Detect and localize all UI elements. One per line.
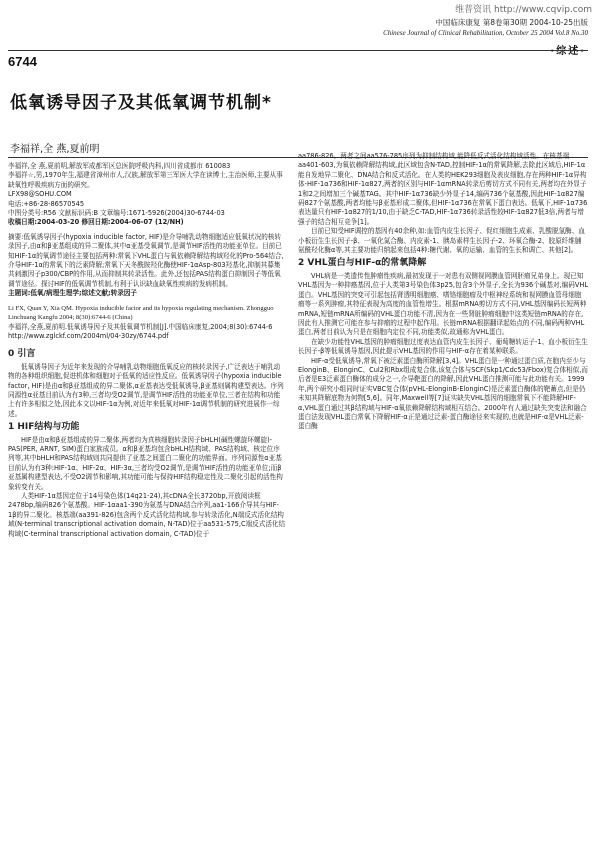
article-url[interactable]: http://www.zglckf.com/2004ml/04-30zy/6744.pdf <box>8 331 169 340</box>
paragraph: 目前已知受HIF调控的基因有40余种,如:血管内皮生长因子、促红细胞生成素、乳酸脱氢酶、血小板衍生生长因子-β、一氧化氮合酶、内皮素-1、胰岛素样生长因子-2、环氧合酶-2、胶原纤维脯氨酰羟化酶α等,其主要功能归纳起来包括4种:糖代谢、氧的运输、血管的生长和调亡、其他[2]。 <box>298 227 585 255</box>
paragraph: HIF-α受低氧诱导,常氧下被泛素蛋白酶所降解[3,4]。VHL蛋白是一种通过蛋白质,在胞内至少与ElonginB、ElonginC、Cul2和Rbx组成复合体,该复合体与SCF(Skp1/Cdc53/Fbox)复合体相似,而后者是E3泛素蛋白酶体的成分之一,介导靶蛋白的降解,因此VHL蛋白推测可能与此功能有关。1999年,两个研究小组同时证实VBC复合体(pVHL-ElonginB-ElonginC)是泛素蛋白酶体的靶蓄点,但是仍未知其降解底物为何物[5,6]。同年,Maxwell等[7]证实缺失VHL基因的细胞常氧下不能降解HIF-α,VHL蛋白通过其β结构域与HIF-α氧依赖降解结构域相互结合。2000年有人通过缺失突变法和融合蛋白法发现VHL蛋白常氧下降解HIF-α正是通过泛素-蛋白酶途径来实现的,也就是HIF-α是VHL泛素-蛋白酶 <box>298 356 588 431</box>
left-column <box>8 162 286 539</box>
header-rule <box>8 50 588 51</box>
abstract: 摘要:低氧诱导因子(hypoxia inducible factor, HIF)是介导哺乳动物细胞适应低氧状况的核转录因子,由α和β亚基组成的异二聚体,其中α亚基受氧调节,是调节HIF活性的功能亚单位。目前已知HIF-1α的氧调节途径主要包括两种:常氧下VHL蛋白与氧依赖降解结构域羟化的Pro-564结合,介导HIF-1α的常氧下的泛素降解;常氧下天冬酰胺羟化酶使HIF-1αAsp-803羟基化,抑制其募集共刺激因子p300/CBP的作用,从而抑制其转录活性。此外,还包括PAS结构蛋白抑制因子等低氧调节途径。探讨HIF的低氧调节机制,有利于认识缺血缺氧性疾病的发病机制。 <box>8 232 284 288</box>
page-number: 6744 <box>8 54 37 69</box>
paragraph: HIF是由α和β亚基组成的异二聚体,两者均为真核细胞转录因子bHLH(碱性螺旋环螺旋)-PAS(PER, ARNT, SIM)蛋白家族成员。α和β亚基均包含bHLH结构域、PAS结构域、核定位序列等,其中bHLH和PAS结构域则共同提供了亚基之间蛋白二聚化的功能界面。序列同源性α亚基目前认为有3种:HIF-1α、HIF-2α、HIF-3α,三者均受O2调节,是调节HIF活性的功能亚单位;而β亚基属构建型表达,不受O2调节和影响,其功能可能与保持HIF结构稳定性及二聚化引起的活性构象转变有关。 <box>8 435 283 491</box>
classification: 中图分类号:R56 文献标识码:B 文章编号:1671-5926(2004)30-6744-03 <box>8 209 225 218</box>
heading-hif-structure: 1 HIF结构与功能 <box>8 422 80 433</box>
journal-header <box>383 18 588 38</box>
keywords: 主题词:低氧/病理生理学;综述文献;转录因子 <box>8 289 138 298</box>
section-tag: ·综述· <box>550 46 586 57</box>
heading-vhl: 2 VHL蛋白与HIF-α的常氧降解 <box>298 258 427 269</box>
heading-introduction: 0 引言 <box>8 349 36 360</box>
paragraph: 人类HIF-1α基因定位于14号染色体(14q21-24),其cDNA全长3720bp,开放阅读框2478bp,编码826个氨基酸。HIF-1αaa1-390为氨基与DNA结合序列,aa1-166介导其与HIF-1β的异二聚化。核基端(aa391-826)包含两个反式活化结构域,参与转录活化,N端反式活化结构域(N-terminal transcriptional activation domain, N-TAD)位于aa531-575,C端反式活化结构域(C-terminal transcriptional activation domain, C-TAD)位于 <box>8 492 286 538</box>
authors: 李福祥,全 燕,夏前明 <box>10 144 100 155</box>
email: LFX98@SOHU.COM <box>8 190 72 199</box>
paragraph: 低氧诱导因子为近年来发现的介导哺乳动物细胞低氧反应的核转录因子,广泛表达于哺乳动物的各种组织细胞,促进机体和细胞对于低氧的适应性反应。低氧诱导因子(hypoxia inducible factor, HIF)是由α和β亚基组成的异二聚体,α亚基表达受低氧诱导,β亚基则属构建型表达。序列同源性α亚基目前认为有3种,三者均受O2调节,是调节HIF活性的功能亚单位,三者在结构和功能上有许多相似之处,因此本文以HIF-1α为例,对近年来低氧对HIF-1α调节机制的研究进展作一综述。 <box>8 362 284 418</box>
article-title: 低氧诱导因子及其低氧调节机制* <box>10 93 272 113</box>
paragraph: 在缺少功能性VHL基因的肿瘤细胞过度表达血管内皮生长因子、葡萄糖转运子-1、血小板衍生生长因子-β等低氧诱导基因,因此提示VHL基因的作用与HIF-α存在着某种联系。 <box>298 337 588 356</box>
author-bio: 李福祥☆,男,1970年生,福建省漳州市人,汉族,解放军第三军医大学在读博士,主治医师,主要从事缺氧性呼吸疾病方面的研究。 <box>8 171 283 189</box>
right-column <box>298 152 588 432</box>
paragraph: aa786-826。两者之间aa576-785序列为抑制结构域,能降低反式活化结构域活性。在核基端aa401-603,为氧依赖降解结构域,此区域包含N-TAD,控制HIF-1α的常氧降解,去除此区域后,HIF-1α能自发地异二聚化、DNA结合和反式活化。在人类的HEK293细胞及表皮细胞,存在两种HIF-1α异构体-HIF-1α736和HIF-1α827,两者的区别与HIF-1αmRNA转录后剪切方式不同有关,两者均在外显子1和2之间增加三个碱基TAG。其中HIF-1α736缺少外显子14,编码736个氨基酸,因此HIF-1α827编码827个氨基酸,两者均能与β亚基形成二聚体,但HIF-1α736在常氧下蛋白表达。低氧下,HIF-1α736表达量只有HIF-1α827的1/10,由于缺乏C-TAD,HIF-1α736转录活性较HIF-1α827低3倍,两者与增强子的结合相互竞争[1]。 <box>298 152 588 226</box>
english-citation: Li FX, Quan Y, Xia QM. Hypoxia inducible factor and its hypoxia regulating mechanism. Zhongguo Linchuang Kangfu 2004; 8(30):6744-6 (China) <box>8 304 274 322</box>
phone: 电话:+86-28-86570545 <box>8 199 85 208</box>
affiliation: 李福祥,全 燕,夏前明,解放军成都军区总医院呼吸内科,四川省成都市 610083 <box>8 162 231 170</box>
paragraph: VHL病是一类遗传性肿瘤性疾病,最初发现于一对患有双侧视网膜血管网胚瘤兄弟身上。现已知VHL基因为一种抑癌基因,位于人类第3号染色体3p25,包含3个外显子,全长为936个碱基对,编码VHL蛋白。VHL基因的突变可引起包括肾透明细胞癌、嗜铬细胞瘤及中枢神经系统和视网膜血管母细胞瘤等一系列肿瘤,其特征表现为高度的血管性增生。根据mRNA剪切方式不同,VHL基因编码长短两种mRNA,短链mRNA所编码的VHL蛋白功能不清,因为在一些肾脏肿瘤细胞中这类短链mRNA的存在,因此有人推测它可能在参与抑瘤的过程中起作用。长链mRNA根据翻译起始点的不同,编码两种VHL蛋白,两者目前认为只是在细胞内定位不同,功能类似,故通称为VHL蛋白。 <box>298 271 589 337</box>
journal-header-en: Chinese Journal of Clinical Rehabilitation, October 25 2004 Vol.8 No.30 <box>383 29 588 37</box>
chinese-citation: 李福祥,全燕,夏前明.低氧诱导因子及其低氧调节机制[J].中国临床康复,2004;8(30):6744-6 <box>8 322 273 331</box>
journal-header-cn: 中国临床康复 第8卷第30期 2004-10-25出版 <box>435 18 588 27</box>
watermark: 维普资讯 http://www.cqvip.com <box>455 5 592 15</box>
dates: 收稿日期:2004-03-20 修回日期:2004-06-07 (12/NH) <box>8 218 184 227</box>
